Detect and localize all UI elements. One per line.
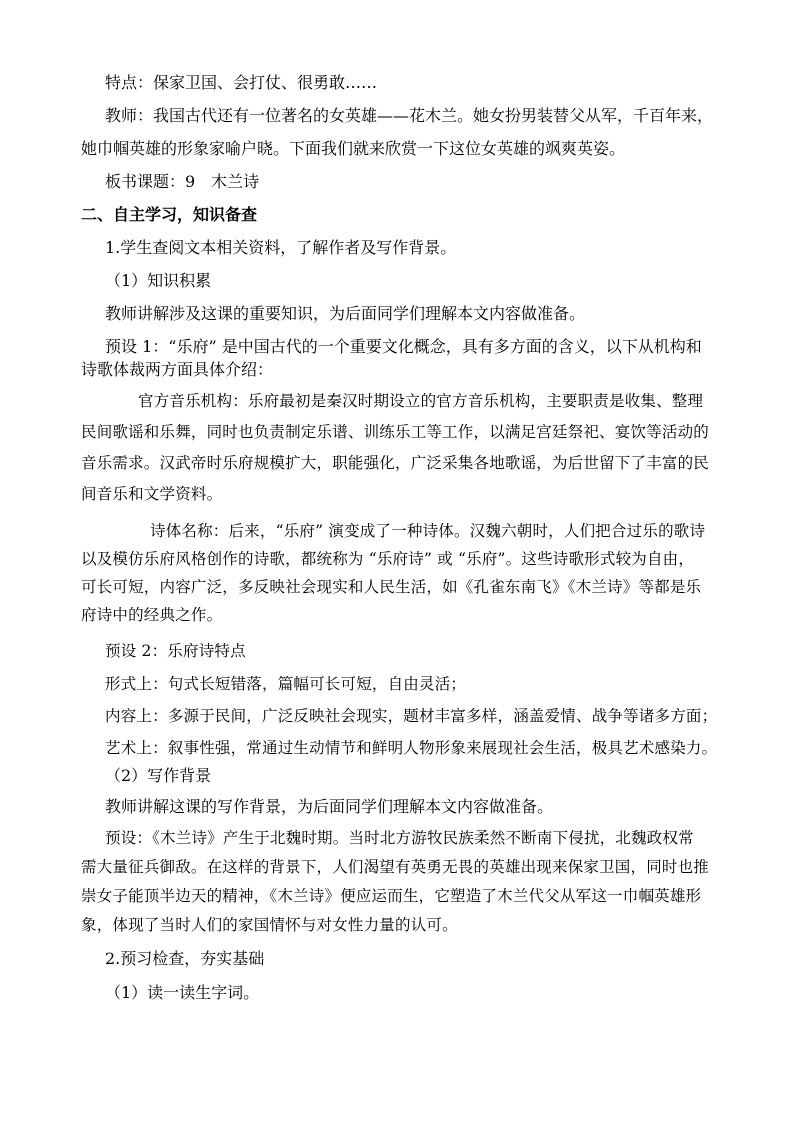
- teacher-intro-line-2: 她巾帼英雄的形象家喻户晓。下面我们就来欣赏一下这位女英雄的飒爽英姿。: [81, 139, 626, 158]
- preset-1-line-2: 诗歌体裁两方面具体介绍：: [81, 360, 274, 379]
- background-preset-line-4: 象，体现了当时人们的家国情怀与对女性力量的认可。: [81, 916, 458, 934]
- feature-form-line: 形式上：句式长短错落，篇幅可长可短，自由灵活；: [105, 675, 467, 693]
- poetry-form-line-4: 府诗中的经典之作。: [81, 606, 223, 624]
- background-preset-line-3: 崇女子能顶半边天的精神，《木兰诗》便应运而生，它塑造了木兰代父从军这一巾帼英雄形: [81, 887, 702, 905]
- music-office-line-3: 音乐需求。汉武帝时乐府规模扩大，职能强化，广泛采集各地歌谣，为后世留下了丰富的民: [81, 454, 710, 472]
- poetry-form-line-3: 可长可短，内容广泛，多反映社会现实和人民生活，如《孔雀东南飞》《木兰诗》等都是乐: [81, 578, 702, 596]
- background-preset-line-1: 预设：《木兰诗》产生于北魏时期。当时北方游牧民族柔然不断南下侵扰，北魏政权常: [105, 829, 694, 847]
- subheading-read-words: （1）读一读生字词。: [105, 983, 260, 1002]
- step-1-heading: 1.学生查阅文本相关资料，了解作者及写作背景。: [105, 238, 457, 257]
- trait-line: 特点：保家卫国、会打仗、很勇敢……: [105, 73, 378, 92]
- music-office-line-1: 官方音乐机构：乐府最初是秦汉时期设立的官方音乐机构，主要职责是收集、整理: [138, 392, 704, 410]
- subheading-knowledge: （1）知识积累: [105, 271, 212, 290]
- feature-art-line: 艺术上：叙事性强，常通过生动情节和鲜明人物形象来展现社会生活，极具艺术感染力。: [105, 739, 718, 757]
- poetry-form-line-1: 诗体名称：后来，“乐府” 演变成了一种诗体。汉魏六朝时，人们把合过乐的歌诗: [150, 522, 706, 540]
- section-heading: 二、自主学习，知识备查: [81, 205, 258, 224]
- music-office-line-2: 民间歌谣和乐舞，同时也负责制定乐谱、训练乐工等工作，以满足宫廷祭祀、宴饮等活动的: [81, 423, 710, 441]
- poetry-form-line-2: 以及模仿乐府风格创作的诗歌，都统称为 “乐府诗” 或 “乐府”。这些诗歌形式较为自由，: [81, 550, 695, 568]
- preset-1-line-1: 预设 1：“乐府” 是中国古代的一个重要文化概念，具有多方面的含义，以下从机构和: [105, 337, 702, 356]
- board-title-line: 板书课题：9 木兰诗: [105, 172, 260, 191]
- step-2-heading: 2.预习检查，夯实基础: [105, 949, 265, 968]
- teacher-knowledge-line: 教师讲解涉及这课的重要知识，为后面同学们理解本文内容做准备。: [105, 304, 586, 323]
- teacher-intro-line-1: 教师：我国古代还有一位著名的女英雄——花木兰。她女扮男装替父从军，千百年来，: [105, 106, 714, 125]
- preset-2-heading: 预设 2：乐府诗特点: [105, 642, 246, 660]
- teacher-background-line: 教师讲解这课的写作背景，为后面同学们理解本文内容做准备。: [105, 797, 554, 816]
- subheading-background: （2）写作背景: [105, 766, 212, 785]
- feature-content-line: 内容上：多源于民间，广泛反映社会现实，题材丰富多样，涵盖爱情、战争等诸多方面；: [105, 707, 718, 725]
- background-preset-line-2: 需大量征兵御敌。在这样的背景下，人们渴望有英勇无畏的英雄出现来保家卫国，同时也推: [81, 858, 710, 876]
- music-office-line-4: 间音乐和文学资料。: [81, 485, 223, 503]
